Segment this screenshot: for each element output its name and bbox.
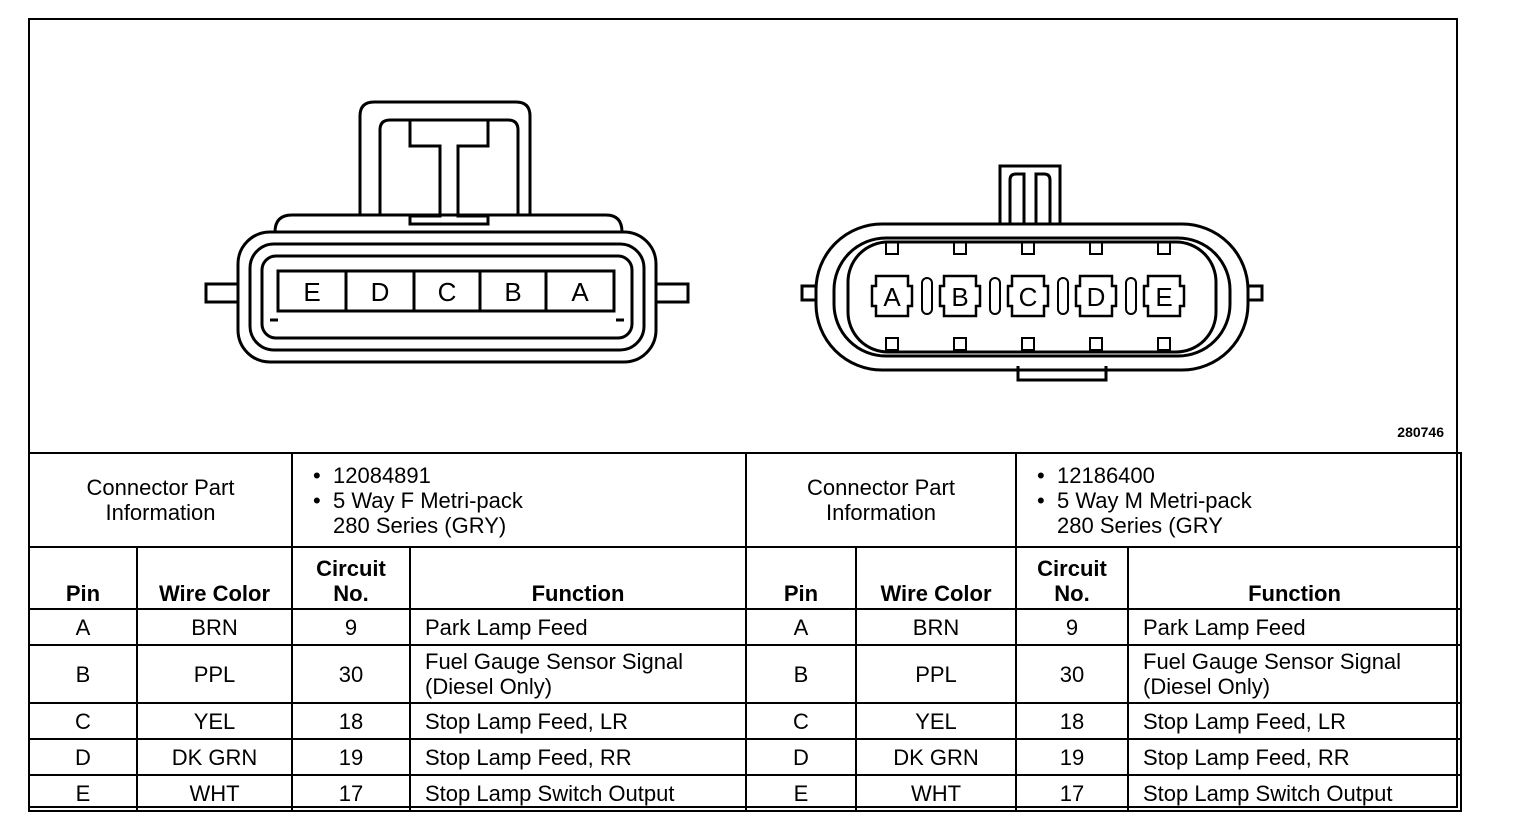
connector-part-info-label xyxy=(746,453,1016,547)
header-circuit-line: No. xyxy=(1054,581,1090,606)
female-connector-table xyxy=(28,452,747,812)
female-pin-label: C xyxy=(437,277,457,307)
circuit-cell: 17 xyxy=(1016,775,1128,811)
wire-color-cell: WHT xyxy=(856,775,1016,811)
pin-cell: E xyxy=(29,775,137,811)
female-pin-label: D xyxy=(370,277,390,307)
function-cell: Park Lamp Feed xyxy=(410,609,746,645)
connector-part-info xyxy=(1016,453,1461,547)
connector-figure xyxy=(28,18,1458,808)
wire-color-cell: DK GRN xyxy=(137,739,292,775)
part-description-line: • 5 Way F Metri-pack xyxy=(333,488,745,513)
circuit-cell: 19 xyxy=(292,739,410,775)
wire-color-cell: PPL xyxy=(856,645,1016,703)
wire-color-cell: YEL xyxy=(137,703,292,739)
pin-cell: D xyxy=(29,739,137,775)
circuit-cell: 30 xyxy=(1016,645,1128,703)
male-terminal xyxy=(1008,242,1068,350)
function-cell: Stop Lamp Feed, RR xyxy=(410,739,746,775)
wire-color-cell: PPL xyxy=(137,645,292,703)
connector-part-info-label xyxy=(29,453,292,547)
header-pin: Pin xyxy=(29,547,137,609)
function-cell: Stop Lamp Feed, RR xyxy=(1128,739,1461,775)
female-pin-label: E xyxy=(303,277,321,307)
wire-color-cell: BRN xyxy=(856,609,1016,645)
pin-cell: D xyxy=(746,739,856,775)
function-line: Fuel Gauge Sensor Signal xyxy=(425,649,684,674)
pin-cell: C xyxy=(746,703,856,739)
table-row xyxy=(746,775,1461,811)
header-function: Function xyxy=(410,547,746,609)
header-circuit-line: Circuit xyxy=(1037,556,1107,581)
function-cell xyxy=(1128,645,1461,703)
table-row xyxy=(746,645,1461,703)
male-pin-label: A xyxy=(883,282,901,312)
table-row xyxy=(746,609,1461,645)
pin-cell: B xyxy=(746,645,856,703)
function-line: (Diesel Only) xyxy=(425,674,553,699)
circuit-cell: 17 xyxy=(292,775,410,811)
circuit-cell: 18 xyxy=(1016,703,1128,739)
header-circuit xyxy=(1016,547,1128,609)
part-description-line: 280 Series (GRY) xyxy=(333,512,507,538)
male-terminal xyxy=(1144,242,1184,350)
info-label-line: Information xyxy=(105,500,216,525)
function-cell: Stop Lamp Switch Output xyxy=(1128,775,1461,811)
table-row xyxy=(746,739,1461,775)
function-cell: Park Lamp Feed xyxy=(1128,609,1461,645)
header-circuit-line: No. xyxy=(333,581,369,606)
header-wire-color: Wire Color xyxy=(137,547,292,609)
pin-cell: A xyxy=(29,609,137,645)
connector-part-info xyxy=(292,453,746,547)
part-description-line: • 5 Way M Metri-pack xyxy=(1057,488,1460,513)
header-function: Function xyxy=(1128,547,1461,609)
header-circuit-line: Circuit xyxy=(316,556,386,581)
table-row xyxy=(746,703,1461,739)
header-circuit xyxy=(292,547,410,609)
pin-cell: C xyxy=(29,703,137,739)
female-pin-label: A xyxy=(571,277,589,307)
circuit-cell: 9 xyxy=(292,609,410,645)
part-description-line: 280 Series (GRY xyxy=(1057,512,1223,538)
table-row xyxy=(29,645,746,703)
circuit-cell: 19 xyxy=(1016,739,1128,775)
table-row xyxy=(29,739,746,775)
male-connector-drawing xyxy=(802,166,1262,380)
part-number: • 12186400 xyxy=(1057,463,1460,488)
male-pin-label: B xyxy=(951,282,969,312)
function-line: (Diesel Only) xyxy=(1143,674,1271,699)
male-terminal xyxy=(872,242,932,350)
function-cell xyxy=(410,645,746,703)
male-connector-table xyxy=(745,452,1462,812)
header-wire-color: Wire Color xyxy=(856,547,1016,609)
pin-cell: A xyxy=(746,609,856,645)
info-label-line: Connector Part xyxy=(807,475,955,500)
figure-number: 280746 xyxy=(1397,424,1444,440)
male-terminal xyxy=(1076,242,1136,350)
circuit-cell: 9 xyxy=(1016,609,1128,645)
male-terminals xyxy=(872,242,1184,350)
table-row xyxy=(29,775,746,811)
connector-drawings xyxy=(30,20,1456,452)
table-row xyxy=(29,609,746,645)
info-label-line: Information xyxy=(825,500,937,525)
wire-color-cell: BRN xyxy=(137,609,292,645)
info-label-line: Connector Part xyxy=(86,475,235,500)
male-pin-label: C xyxy=(1018,282,1038,312)
function-line: Fuel Gauge Sensor Signal xyxy=(1143,649,1402,674)
female-connector-drawing xyxy=(206,102,688,362)
header-pin: Pin xyxy=(746,547,856,609)
circuit-cell: 18 xyxy=(292,703,410,739)
part-number: • 12084891 xyxy=(333,463,745,488)
pin-cell: B xyxy=(29,645,137,703)
wire-color-cell: WHT xyxy=(137,775,292,811)
function-cell: Stop Lamp Switch Output xyxy=(410,775,746,811)
circuit-cell: 30 xyxy=(292,645,410,703)
connector-drawing-svg xyxy=(30,20,1456,452)
function-cell: Stop Lamp Feed, LR xyxy=(1128,703,1461,739)
table-row xyxy=(29,703,746,739)
male-pin-label: E xyxy=(1155,282,1173,312)
wire-color-cell: YEL xyxy=(856,703,1016,739)
pin-cell: E xyxy=(746,775,856,811)
male-terminal xyxy=(940,242,1000,350)
female-pin-label: B xyxy=(504,277,522,307)
wire-color-cell: DK GRN xyxy=(856,739,1016,775)
male-pin-label: D xyxy=(1086,282,1106,312)
function-cell: Stop Lamp Feed, LR xyxy=(410,703,746,739)
